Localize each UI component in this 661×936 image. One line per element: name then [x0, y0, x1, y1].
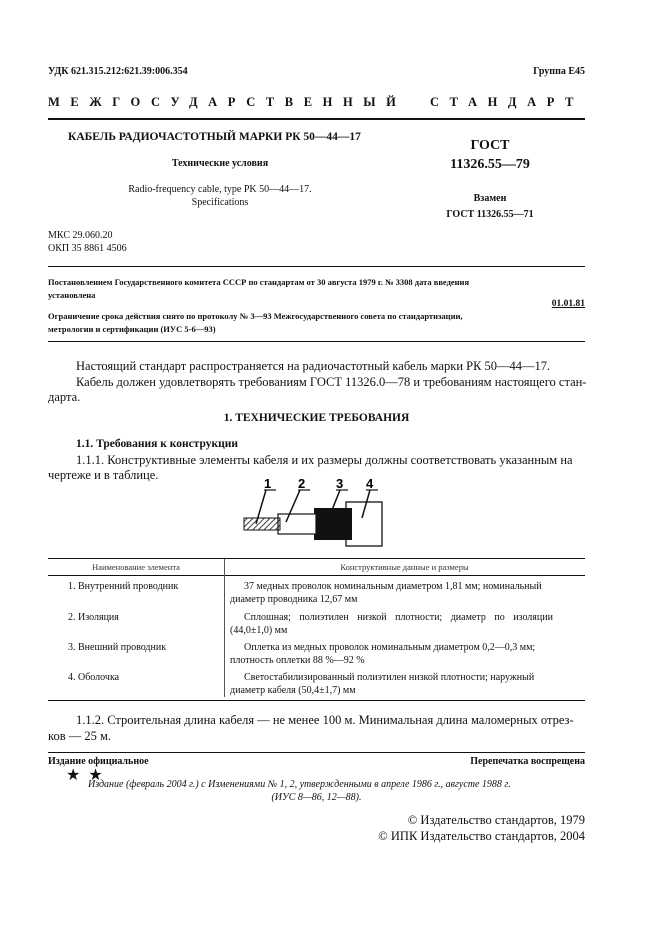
outer-conductor-shape [314, 508, 352, 540]
group-code: Группа Е45 [533, 66, 585, 77]
table-row-3-data-2: плотность оплетки 88 %—92 % [230, 655, 365, 666]
okp-code: ОКП 35 8861 4506 [48, 243, 127, 254]
restriction-text-1: Ограничение срока действия снято по протоколу № 3—93 Межгосударственного совета по стандартизации, [48, 311, 463, 321]
callout-3: 3 [336, 478, 344, 491]
instead-label: Взамен [473, 193, 507, 204]
table-column-divider [224, 559, 225, 697]
standard-label: СТАНДАРТ [430, 95, 585, 109]
edition-note-2: (ИУС 8—86, 12—88). [271, 792, 362, 803]
resolution-text-2: установлена [48, 290, 96, 300]
udk-code: УДК 621.315.212:621.39:006.354 [48, 66, 188, 77]
edition-note-1: Издание (февраль 2004 г.) с Изменениями № 1, 2, утвержденными в апреле 1986 г., августе 1988 г. [88, 779, 511, 790]
table-row-4-data-2: диаметр кабеля (50,4±1,7) мм [230, 685, 356, 696]
reprint-prohibited: Перепечатка воспрещена [470, 756, 585, 767]
p112-line-1: 1.1.2. Строительная длина кабеля — не менее 100 м. Минимальная длина маломерных отрез- [76, 713, 574, 727]
table-bottom-rule [48, 700, 585, 701]
table-row-2-data-2: (44,0±1,0) мм [230, 625, 288, 636]
insulation-shape [278, 514, 316, 534]
star-icons: ★ ★ [66, 767, 105, 784]
restriction-text-2: метрологии и сертификации (ИУС 5-6—93) [48, 324, 216, 334]
p112-line-2: ков — 25 м. [48, 729, 112, 743]
intro-line-1: Настоящий стандарт распространяется на радиочастотный кабель марки РК 50—44—17. [76, 359, 551, 373]
document-title: КАБЕЛЬ РАДИОЧАСТОТНЫЙ МАРКИ РК 50—44—17 [68, 131, 361, 143]
official-edition: Издание официальное [48, 756, 149, 767]
table-header-data: Конструктивные данные и размеры [340, 562, 469, 572]
copyright-2004: © ИПК Издательство стандартов, 2004 [378, 829, 585, 843]
callout-1: 1 [264, 478, 272, 491]
inner-conductor-shape [244, 518, 280, 530]
english-title-2: Specifications [191, 197, 249, 208]
callout-4: 4 [366, 478, 374, 491]
subsection-heading: 1.1. Требования к конструкции [76, 438, 238, 450]
cable-drawing [236, 478, 396, 550]
introduction-date: 01.01.81 [551, 299, 585, 309]
callout-2: 2 [298, 478, 306, 491]
gost-number: 11326.55—79 [450, 157, 530, 172]
table-row-4-name: 4. Оболочка [68, 672, 120, 683]
table-row-3-data-1: Оплетка из медных проволок номинальным диаметром 0,2—0,3 мм; [244, 642, 536, 653]
table-row-1-data-2: диаметр проводника 12,67 мм [230, 594, 358, 605]
table-header-rule [48, 575, 585, 576]
table-top-rule [48, 558, 585, 559]
interstate-label: МЕЖГОСУДАРСТВЕННЫЙ [48, 95, 407, 109]
resolution-text-1: Постановлением Государственного комитета СССР по стандартам от 30 августа 1979 г. № 3308 дата введения [48, 277, 470, 287]
table-row-3-name: 3. Внешний проводник [68, 642, 167, 653]
english-title-1: Radio-frequency cable, type PK 50—44—17. [128, 184, 312, 195]
table-row-4-data-1: Светостабилизированный полиэтилен низкой плотности; наружный [244, 672, 535, 683]
p111-line-1: 1.1.1. Конструктивные элементы кабеля и их размеры должны соответствовать указанным на [76, 453, 573, 467]
gost-label: ГОСТ [470, 138, 510, 153]
table-row-1-name: 1. Внутренний проводник [68, 581, 179, 592]
table-row-1-data-1: 37 медных проволок номинальным диаметром 1,81 мм; номинальный [244, 581, 542, 592]
intro-line-3: дарта. [48, 390, 81, 404]
p111-line-2: чертеже и в таблице. [48, 468, 159, 482]
footer-rule [48, 752, 585, 753]
intro-line-2: Кабель должен удовлетворять требованиям ГОСТ 11326.0—78 и требованиям настоящего стан- [76, 375, 587, 389]
resolution-rule [48, 341, 585, 342]
table-row-2-data-1: Сплошная; полиэтилен низкой плотности; диаметр по изоляции [244, 612, 553, 623]
copyright-1979: © Издательство стандартов, 1979 [407, 813, 585, 827]
document-subtitle: Технические условия [171, 158, 269, 169]
title-rule [48, 266, 585, 267]
section-heading: 1. ТЕХНИЧЕСКИЕ ТРЕБОВАНИЯ [223, 412, 410, 424]
mks-code: МКС 29.060.20 [48, 230, 113, 241]
table-header-name: Наименование элемента [92, 562, 180, 572]
header-rule [48, 118, 585, 120]
table-row-2-name: 2. Изоляция [68, 612, 119, 623]
instead-number: ГОСТ 11326.55—71 [446, 209, 534, 220]
